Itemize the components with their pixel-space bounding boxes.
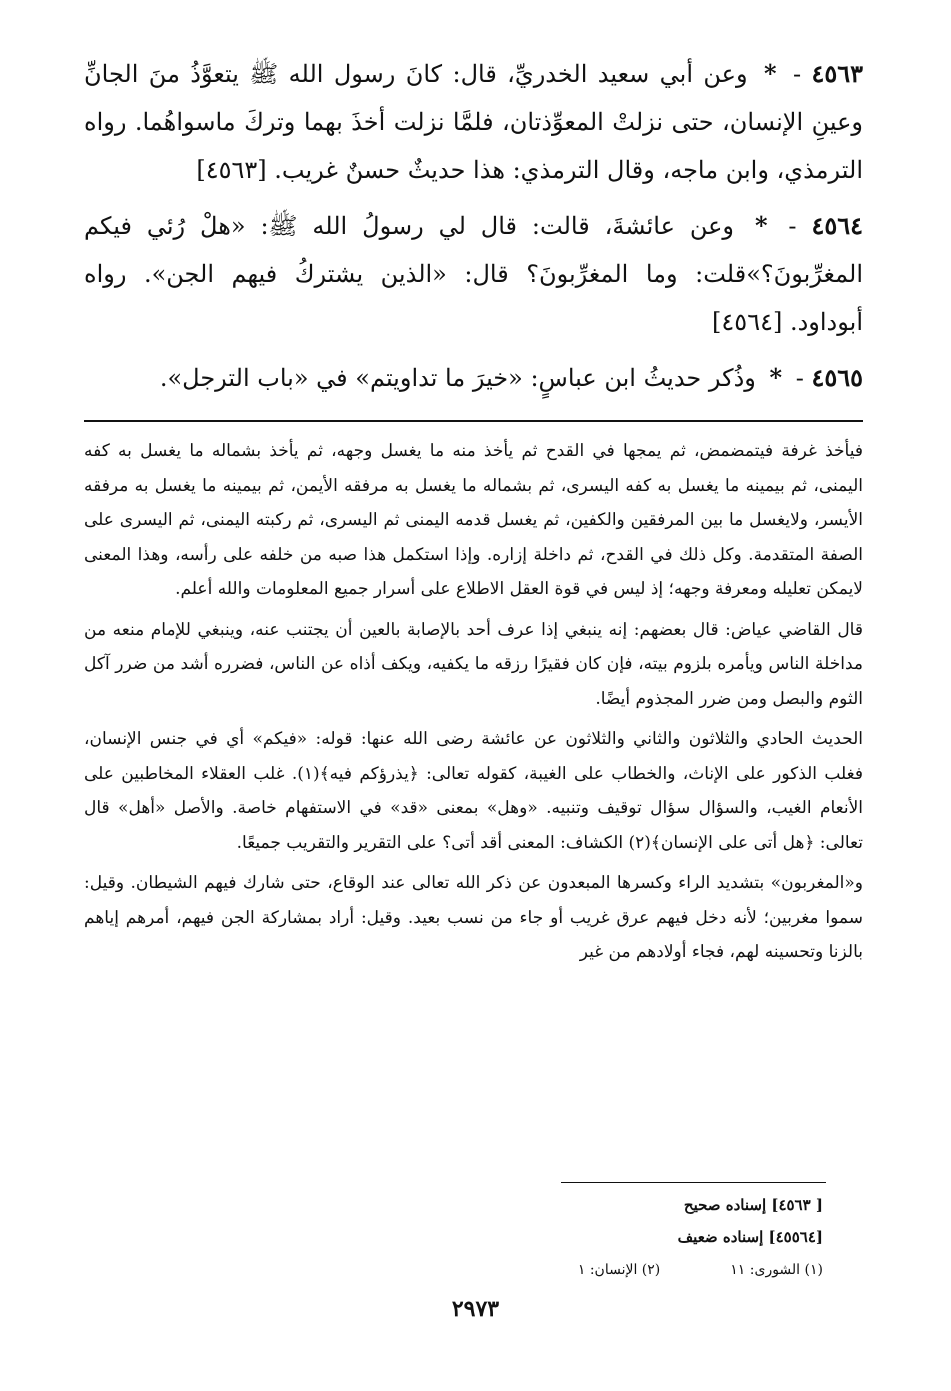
hadith-text: وعن عائشةَ، قالت: قال لي رسولُ الله ﷺ: «هلْ رُئي فيكم المغرِّبونَ؟»قلت: وما المغرِّبونَ؟ قال: «الذين يشتركُ فيهم الجن». رواه أبوداود. xyxy=(84,212,863,336)
hadith-dash: - xyxy=(795,364,804,392)
page-number: ٢٩٧٣ xyxy=(451,1296,500,1322)
footnote-ref-2: (٢) الإنسان: ١ xyxy=(577,1262,661,1278)
footnote-ref-1: (١) الشورى: ١١ xyxy=(730,1262,823,1278)
hadith-number: ٤٥٦٥ xyxy=(811,363,863,392)
hadith-ref: [٤٥٦٣] xyxy=(196,156,267,184)
hadith-dash: - xyxy=(788,212,797,240)
hadith-4563 xyxy=(84,50,863,194)
hadith-star-mark: * xyxy=(769,363,783,392)
footnote-grade-4564: [٤٥٥٦٤] إسناده ضعيف xyxy=(677,1228,823,1246)
hadith-text: وعن أبي سعيد الخدريِّ، قال: كانَ رسول الله ﷺ يتعوَّذُ منَ الجانِّ وعينِ الإنسان، حتى نزلتْ المعوِّذتان، فلمَّا نزلت أخذَ بهما وتركَ ماسواهُما. رواه الترمذي، وابن ماجه، وقال الترمذي: هذا حديثٌ حسنٌ غريب. xyxy=(84,60,863,184)
footnote-divider xyxy=(561,1182,826,1183)
hadith-text: وذُكر حديثُ ابن عباسٍ: «خيرَ ما تداويتم» في «باب الترجل». xyxy=(159,364,756,392)
commentary-paragraph: و«المغربون» بتشديد الراء وكسرها المبعدون عن ذكر الله تعالى عند الوقاع، حتى شارك فيهم الشيطان. وقيل: سموا مغربين؛ لأنه دخل فيهم عرق غريب أو جاء من نسب بعيد. وقيل: أراد بمشاركة الجن فيهم، أمرهم إياهم بالزنا وتحسينه لهم، فجاء أولادهم من غير xyxy=(84,873,863,962)
section-divider xyxy=(84,420,863,422)
hadith-dash: - xyxy=(792,60,802,88)
footnote-grade-4563: [ ٤٥٦٣] إسناده صحيح xyxy=(683,1196,823,1214)
footnote-references xyxy=(578,1262,823,1278)
hadith-number: ٤٥٦٤ xyxy=(811,211,864,240)
hadith-star-mark: * xyxy=(754,211,768,240)
hadith-star-mark: * xyxy=(763,59,777,88)
commentary-paragraph: قال القاضي عياض: قال بعضهم: إنه ينبغي إذا عرف أحد بالإصابة بالعين أن يجتنب عنه، وينبغي للإمام منعه من مداخلة الناس ويأمره بلزوم بيته، فإن كان فقيرًا رزقه ما يكفيه، ويكف أذاه عن الناس، فضرره أشد من ضرر آكل الثوم والبصل ومن ضرر المجذوم أيضًا. xyxy=(84,619,863,709)
commentary-paragraph: الحديث الحادي والثلاثون والثاني والثلاثون عن عائشة رضى الله عنها: قوله: «فيكم» أي في جنس الإنسان، فغلب الذكور على الإناث، والخطاب على الغيبة، كقوله تعالى: ﴿يذرؤكم فيه﴾(١). غلب العقلاء المخاطبين على الأنعام الغيب، والسؤال سؤال توقيف وتنبيه. «وهل» بمعنى «قد» في الاستفهام خاصة. والأصل «أهل» قال تعالى: ﴿هل أتى على الإنسان﴾(٢) الكشاف: المعنى أقد أتى؟ على التقرير والتقريب جميعًا. xyxy=(84,729,863,853)
hadith-number: ٤٥٦٣ xyxy=(811,59,863,88)
hadith-4565 xyxy=(84,354,863,402)
hadith-ref: [٤٥٦٤] xyxy=(712,308,783,336)
commentary-paragraph: فيأخذ غرفة فيتمضمض، ثم يمجها في القدح ثم يأخذ منه ما يغسل وجهه، ثم يأخذ بشماله ما يغسل به كفه اليمنى، ثم بيمينه ما يغسل به كفه اليسرى، ثم بشماله ما يغسل به مرفقه الأيمن، ثم بيمينه ما يغسل به مرفقه الأيسر، ولايغسل ما بين المرفقين والكفين، ثم يغسل قدمه اليمنى ثم اليسرى، ثم ركبته اليمنى، ثم اليسرى على الصفة المتقدمة. وكل ذلك في القدح، ثم داخلة إزاره. وإذا استكمل هذا صبه من خلفه على رأسه، وهذا المعنى لايمكن تعليله ومعرفة وجهه؛ إذ ليس في قوة العقل الاطلاع على أسرار جميع المعلومات والله أعلم. xyxy=(84,441,863,599)
hadith-4564 xyxy=(84,202,863,346)
